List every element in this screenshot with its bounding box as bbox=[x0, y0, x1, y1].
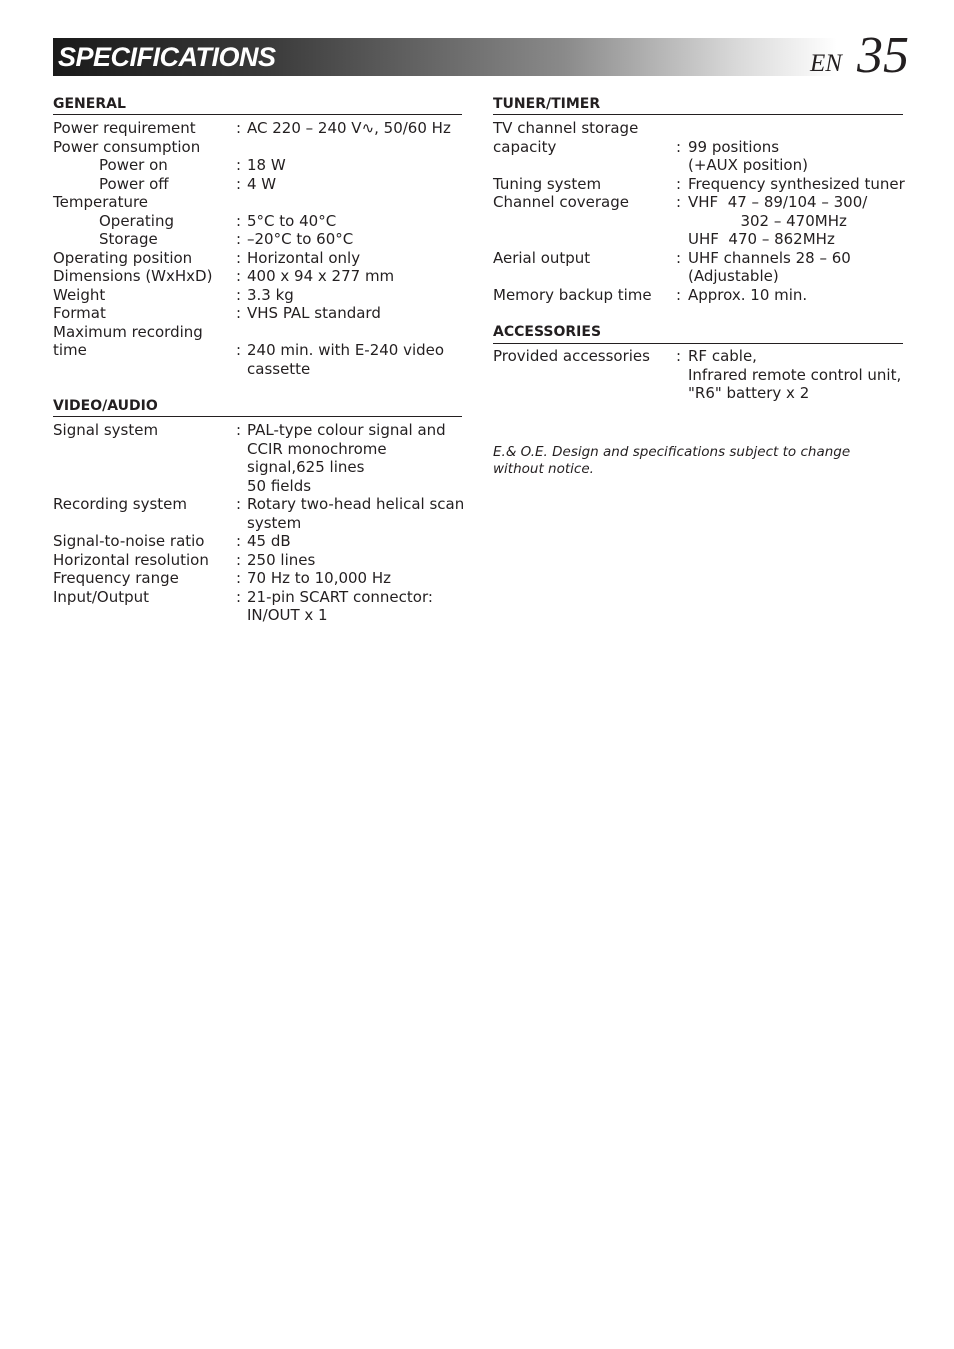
spec-separator: : bbox=[236, 230, 242, 248]
spec-row bbox=[53, 175, 462, 194]
spec-label: Provided accessories bbox=[493, 347, 650, 365]
spec-value bbox=[247, 156, 286, 175]
spec-value-line: 5°C to 40°C bbox=[247, 211, 337, 230]
spec-value-line: PAL-type colour signal and bbox=[247, 421, 446, 439]
spec-separator: : bbox=[676, 174, 682, 193]
spec-value bbox=[247, 304, 381, 323]
spec-row bbox=[53, 193, 462, 212]
spec-value-line: Horizontal only bbox=[247, 248, 361, 267]
spec-value-line: Rotary two-head helical scan bbox=[247, 495, 465, 513]
spec-value-line: 45 dB bbox=[247, 532, 291, 550]
spec-value-line: Infrared remote control unit, bbox=[688, 365, 902, 384]
spec-row bbox=[53, 230, 462, 249]
spec-label: Temperature bbox=[53, 193, 149, 211]
spec-separator: : bbox=[236, 421, 242, 439]
spec-value bbox=[247, 495, 464, 532]
spec-value-line: VHF 47 – 89/104 – 300/ bbox=[688, 193, 868, 211]
spec-label: capacity bbox=[493, 137, 557, 156]
spec-row bbox=[493, 347, 903, 403]
spec-label: Frequency range bbox=[53, 569, 179, 587]
section-title-video-audio: VIDEO/AUDIO bbox=[53, 398, 158, 414]
spec-value-line: 70 Hz to 10,000 Hz bbox=[247, 569, 392, 587]
spec-value bbox=[247, 421, 446, 495]
spec-label: Signal-to-noise ratio bbox=[53, 532, 205, 550]
spec-value-line: 3.3 kg bbox=[247, 285, 294, 304]
spec-row bbox=[493, 249, 903, 286]
spec-value-line: 4 W bbox=[247, 174, 277, 193]
spec-label: Signal system bbox=[53, 421, 159, 439]
spec-value-line: Approx. 10 min. bbox=[688, 285, 808, 304]
spec-separator: : bbox=[236, 119, 242, 137]
spec-label: Tuning system bbox=[493, 174, 602, 193]
spec-label: Dimensions (WxHxD) bbox=[53, 267, 213, 285]
spec-value bbox=[247, 267, 394, 286]
spec-row bbox=[53, 138, 462, 157]
spec-value-line: 99 positions bbox=[688, 137, 780, 156]
section-title-accessories: ACCESSORIES bbox=[493, 324, 602, 340]
spec-label: Storage bbox=[99, 230, 158, 248]
spec-value bbox=[688, 193, 867, 249]
spec-value bbox=[688, 249, 851, 286]
spec-value bbox=[247, 551, 315, 570]
spec-label: TV channel storage bbox=[493, 119, 639, 137]
spec-row bbox=[53, 267, 462, 286]
spec-value bbox=[688, 286, 807, 305]
spec-row bbox=[53, 286, 462, 305]
section-rule bbox=[53, 114, 462, 115]
spec-separator: : bbox=[236, 174, 242, 193]
spec-value-line: 240 min. with E-240 video bbox=[247, 341, 445, 359]
spec-separator: : bbox=[236, 587, 242, 606]
spec-separator: : bbox=[676, 193, 682, 211]
spec-separator: : bbox=[236, 267, 242, 285]
spec-label: Power requirement bbox=[53, 119, 196, 137]
spec-value-line: IN/OUT x 1 bbox=[247, 606, 328, 624]
spec-label: Operating position bbox=[53, 248, 193, 267]
spec-value bbox=[688, 347, 901, 403]
spec-value-line: Frequency synthesized tuner bbox=[688, 174, 905, 193]
spec-value bbox=[247, 212, 336, 231]
spec-label: time bbox=[53, 341, 87, 359]
spec-separator: : bbox=[676, 347, 682, 365]
spec-separator: : bbox=[236, 304, 242, 322]
spec-value-line: UHF channels 28 – 60 bbox=[688, 248, 851, 267]
spec-label: Power on bbox=[99, 156, 168, 174]
spec-label: Horizontal resolution bbox=[53, 550, 209, 569]
spec-label: Weight bbox=[53, 285, 106, 304]
spec-value bbox=[247, 119, 451, 138]
spec-row bbox=[493, 175, 903, 194]
spec-value-line: –20°C to 60°C bbox=[247, 230, 354, 248]
spec-value-line: RF cable, bbox=[688, 347, 757, 365]
spec-value-line: 400 x 94 x 277 mm bbox=[247, 267, 395, 285]
spec-separator: : bbox=[676, 285, 682, 304]
spec-label: Channel coverage bbox=[493, 193, 629, 211]
spec-separator: : bbox=[676, 137, 682, 156]
spec-value-line: 250 lines bbox=[247, 550, 316, 569]
spec-row bbox=[493, 138, 903, 175]
spec-row bbox=[493, 193, 903, 249]
spec-value-line: 302 – 470MHz bbox=[688, 211, 847, 230]
spec-row bbox=[53, 551, 462, 570]
spec-row bbox=[53, 304, 462, 323]
spec-separator: : bbox=[236, 550, 242, 569]
spec-value bbox=[247, 569, 391, 588]
spec-label: Power off bbox=[99, 174, 169, 193]
section-rule bbox=[493, 114, 903, 115]
spec-value-line: 50 fields bbox=[247, 476, 312, 495]
spec-separator: : bbox=[236, 532, 242, 550]
spec-label: Maximum recording bbox=[53, 322, 203, 341]
spec-row bbox=[53, 249, 462, 268]
spec-label: Input/Output bbox=[53, 587, 149, 606]
spec-value-line: signal,625 lines bbox=[247, 458, 365, 476]
spec-separator: : bbox=[236, 211, 242, 230]
spec-row bbox=[53, 421, 462, 495]
spec-separator: : bbox=[236, 341, 242, 359]
spec-label: Format bbox=[53, 304, 106, 322]
spec-separator: : bbox=[236, 569, 242, 587]
spec-row bbox=[53, 323, 462, 342]
spec-label: Recording system bbox=[53, 495, 188, 513]
spec-value bbox=[688, 175, 905, 194]
section-title-general: GENERAL bbox=[53, 96, 126, 112]
spec-value bbox=[247, 249, 360, 268]
spec-value bbox=[688, 138, 808, 175]
section-rule bbox=[53, 416, 462, 417]
language-code: EN bbox=[810, 50, 842, 77]
disclaimer-note: E.& O.E. Design and specifications subject to change without notice. bbox=[493, 444, 851, 477]
spec-row bbox=[53, 156, 462, 175]
spec-value-line: (Adjustable) bbox=[688, 267, 779, 285]
spec-value bbox=[247, 532, 291, 551]
spec-label: Memory backup time bbox=[493, 285, 652, 304]
spec-separator: : bbox=[236, 495, 242, 513]
spec-row bbox=[53, 588, 462, 625]
section-rule bbox=[493, 343, 903, 344]
spec-value-line: (+AUX position) bbox=[688, 156, 808, 174]
spec-row bbox=[53, 212, 462, 231]
spec-row bbox=[493, 119, 903, 138]
spec-value-line: CCIR monochrome bbox=[247, 439, 387, 458]
spec-label: Operating bbox=[99, 211, 174, 230]
spec-value-line: AC 220 – 240 V∿, 50/60 Hz bbox=[247, 119, 451, 137]
spec-separator: : bbox=[236, 248, 242, 267]
spec-row bbox=[53, 532, 462, 551]
spec-value-line: system bbox=[247, 513, 302, 532]
spec-separator: : bbox=[236, 285, 242, 304]
spec-value-line: UHF 470 – 862MHz bbox=[688, 230, 835, 248]
spec-label: Power consumption bbox=[53, 137, 201, 156]
page-title: SPECIFICATIONS bbox=[58, 42, 276, 72]
spec-value bbox=[247, 286, 294, 305]
spec-value-line: VHS PAL standard bbox=[247, 304, 381, 322]
spec-value-line: 18 W bbox=[247, 156, 286, 174]
spec-row bbox=[493, 286, 903, 305]
spec-separator: : bbox=[676, 248, 682, 267]
spec-value bbox=[247, 175, 276, 194]
spec-value-line: "R6" battery x 2 bbox=[688, 384, 810, 402]
spec-row bbox=[53, 495, 465, 532]
spec-value bbox=[247, 341, 444, 378]
spec-value bbox=[247, 588, 433, 625]
spec-value-line: cassette bbox=[247, 359, 311, 378]
spec-label: Aerial output bbox=[493, 248, 591, 267]
spec-separator: : bbox=[236, 156, 242, 174]
spec-value bbox=[247, 230, 353, 249]
spec-row bbox=[53, 119, 462, 138]
spec-value-line: 21-pin SCART connector: bbox=[247, 587, 433, 606]
spec-row bbox=[53, 341, 462, 378]
spec-row bbox=[53, 569, 462, 588]
page-number: 35 bbox=[857, 27, 909, 84]
section-title-tuner-timer: TUNER/TIMER bbox=[493, 96, 601, 112]
